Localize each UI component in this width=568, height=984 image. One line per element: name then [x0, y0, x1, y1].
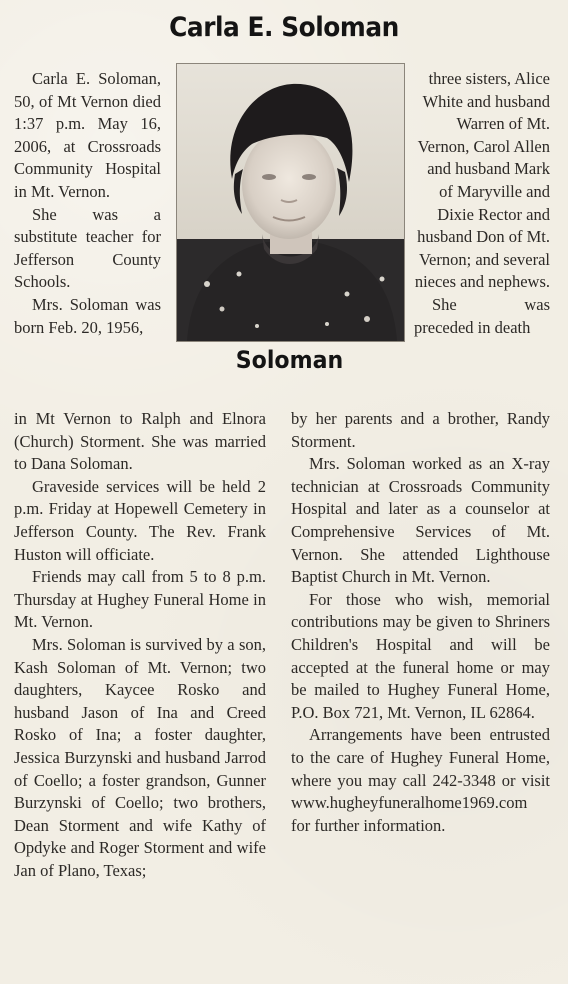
- paragraph: Friends may call from 5 to 8 p.m. Thursday at Hughey Funeral Home in Mt. Vernon.: [14, 567, 266, 632]
- paragraph: Graveside services will be held 2 p.m. Friday at Hopewell Cemetery in Jefferson County. The Rev. Frank Huston will officiate.: [14, 476, 266, 564]
- right-column-bottom: [291, 408, 550, 837]
- obituary-headline: Carla E. Soloman: [169, 12, 399, 43]
- paragraph: Mrs. Soloman worked as an X-ray technician at Crossroads Community Hospital and later as a counselor at Comprehensive Services of Mt. Vernon. She attended Lighthouse Baptist Church in Mt. Vernon.: [291, 454, 550, 587]
- right-column-top: [414, 68, 550, 339]
- paragraph: Arrangements have been entrusted to the care of Hughey Funeral Home, where you may call 242-3348 or visit www.hugheyfuneralhome1969.com for further information.: [291, 725, 550, 835]
- paragraph: Mrs. Soloman is survived by a son, Kash Soloman of Mt. Vernon; two daughters, Kaycee Rosko and husband Jason of Ina and Creed Rosko of Ina; a foster daughter, Jessica Burzynski and husband Jarrod of Coello; a foster grandson, Gunner Burzynski of Coello; two brothers, Dean Storment and wife Kathy of Opdyke and Roger Storment and wife Jan of Plano, Texas;: [14, 634, 266, 880]
- paragraph: in Mt Vernon to Ralph and Elnora (Church) Storment. She was married to Dana Soloman.: [14, 409, 266, 474]
- paragraph: by her parents and a brother, Randy Storment.: [291, 409, 550, 451]
- photo-caption: Soloman: [235, 346, 344, 374]
- paragraph: three sisters, Alice White and husband Warren of Mt. Vernon, Carol Allen and husband Mark of Maryville and Dixie Rector and husband Don of Mt. Vernon; and several nieces and nephews.: [414, 69, 550, 292]
- paragraph: For those who wish, memorial contributions may be given to Shriners Children's Hospital and will be accepted at the funeral home or may be mailed to Hughey Funeral Home, P.O. Box 721, Mt. Vernon, IL 62864.: [291, 589, 550, 722]
- portrait-photo: [176, 63, 405, 342]
- paragraph: She was preceded in death: [414, 294, 550, 337]
- paragraph: Mrs. Soloman was born Feb. 20, 1956,: [14, 294, 161, 337]
- paragraph: She was a substitute teacher for Jefferson County Schools.: [14, 204, 161, 292]
- left-column-top: [14, 68, 161, 339]
- left-column-bottom: [14, 408, 266, 882]
- paragraph: Carla E. Soloman, 50, of Mt Vernon died 1:37 p.m. May 16, 2006, at Crossroads Community Hospital in Mt. Vernon.: [14, 69, 161, 201]
- portrait-photo-icon: [177, 64, 404, 341]
